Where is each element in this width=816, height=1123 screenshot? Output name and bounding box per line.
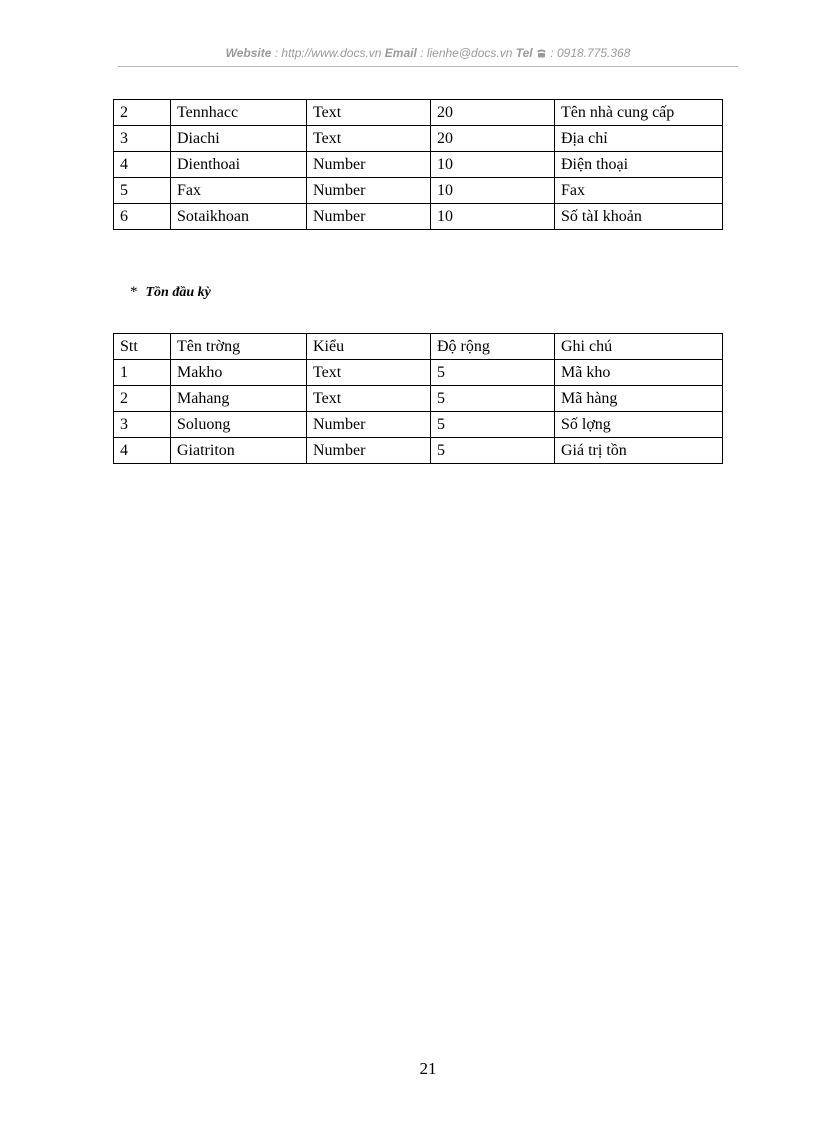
table-cell: Tennhacc [171, 100, 307, 126]
table-cell: Text [307, 126, 431, 152]
table-cell: 4 [114, 438, 171, 464]
table-cell: 20 [431, 126, 555, 152]
page-number: 21 [419, 1059, 437, 1078]
table-row [114, 100, 723, 126]
table-row [114, 152, 723, 178]
table-cell: 10 [431, 178, 555, 204]
table-cell: Makho [171, 360, 307, 386]
table-cell: Mahang [171, 386, 307, 412]
table-row [114, 386, 723, 412]
table-cell: Mã hàng [555, 386, 723, 412]
page-header [118, 46, 738, 66]
email-label: Email [384, 46, 417, 60]
table-cell: Dienthoai [171, 152, 307, 178]
table-cell: Giatriton [171, 438, 307, 464]
table-cell: 6 [114, 204, 171, 230]
table-cell: Giá trị tồn [555, 438, 723, 464]
website-url: : http://www.docs.vn [271, 46, 385, 60]
table-cell: Fax [555, 178, 723, 204]
section-title: Tồn đầu kỳ [145, 285, 211, 300]
table1-body [114, 100, 723, 230]
table-cell: Điện thoại [555, 152, 723, 178]
tel-label: Tel [515, 46, 533, 60]
table-cell: 2 [114, 386, 171, 412]
column-header: Tên trờng [171, 334, 307, 360]
section-bullet: * [130, 284, 138, 300]
table-cell: Number [307, 152, 431, 178]
email-address: : lienhe@docs.vn [416, 46, 516, 60]
table-cell: 5 [431, 412, 555, 438]
table-cell: Text [307, 360, 431, 386]
table-cell: 5 [114, 178, 171, 204]
table-cell: Diachi [171, 126, 307, 152]
table-row [114, 126, 723, 152]
table-cell: Number [307, 438, 431, 464]
column-header: Độ rộng [431, 334, 555, 360]
column-header: Stt [114, 334, 171, 360]
table-cell: Soluong [171, 412, 307, 438]
table-row [114, 360, 723, 386]
table-cell: Số tàI khoản [555, 204, 723, 230]
table-cell: Số lợng [555, 412, 723, 438]
tel-number: : 0918.775.368 [546, 46, 631, 60]
table-cell: 10 [431, 152, 555, 178]
table-cell: Number [307, 178, 431, 204]
table-cell: Number [307, 204, 431, 230]
table-row [114, 412, 723, 438]
table-cell: Tên nhà cung cấp [555, 100, 723, 126]
table-cell: Địa chỉ [555, 126, 723, 152]
table-header-row [114, 334, 723, 360]
table-cell: 2 [114, 100, 171, 126]
table-cell: Text [307, 386, 431, 412]
table-cell: Number [307, 412, 431, 438]
table-cell: 3 [114, 412, 171, 438]
table-row [114, 204, 723, 230]
column-header: Ghi chú [555, 334, 723, 360]
header-divider [118, 66, 738, 67]
table-cell: Text [307, 100, 431, 126]
table-cell: 3 [114, 126, 171, 152]
table-row [114, 178, 723, 204]
table-cell: 20 [431, 100, 555, 126]
table-row [114, 438, 723, 464]
table-cell: Fax [171, 178, 307, 204]
column-header: Kiểu [307, 334, 431, 360]
table-cell: 10 [431, 204, 555, 230]
table-cell: 5 [431, 438, 555, 464]
website-label: Website [225, 46, 272, 60]
phone-icon [536, 46, 547, 60]
table-cell: Sotaikhoan [171, 204, 307, 230]
field-table-opening-stock [113, 333, 723, 464]
field-table-suppliers [113, 99, 723, 230]
table-cell: 1 [114, 360, 171, 386]
table-cell: 5 [431, 360, 555, 386]
table-cell: 5 [431, 386, 555, 412]
section-heading [130, 284, 211, 301]
table-cell: Mã kho [555, 360, 723, 386]
table-cell: 4 [114, 152, 171, 178]
table2-body [114, 334, 723, 464]
